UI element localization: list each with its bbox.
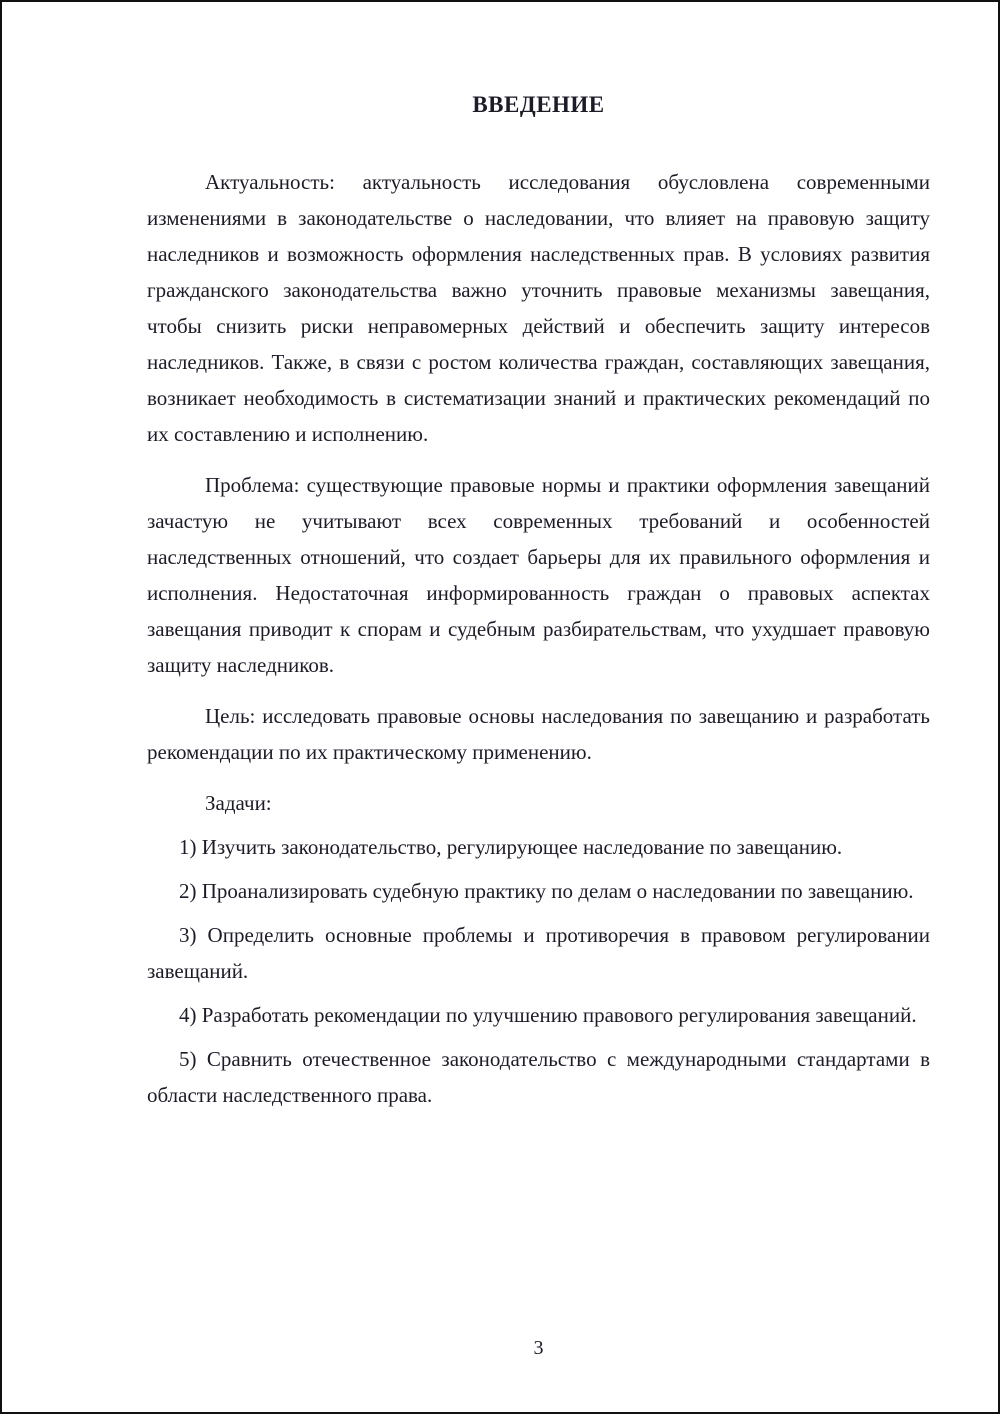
task-item-2: 2) Проанализировать судебную практику по делам о наследовании по завещанию.	[179, 879, 914, 903]
page-number: 3	[533, 1337, 544, 1359]
task-item-3: 3) Определить основные проблемы и противоречия в правовом регулировании завещаний.	[147, 923, 930, 983]
paragraph-problem: Проблема: существующие правовые нормы и практики оформления завещаний зачастую не учитывают всех современных требований и особенностей наследственных отношений, что создает барьеры для их правильного оформления и исполнения. Недостаточная информированность граждан о правовых аспектах завещания приводит к спорам и судебным разбирательствам, что ухудшает правовую защиту наследников.	[147, 473, 930, 677]
tasks-heading: Задачи:	[205, 791, 272, 815]
page-title: ВВЕДЕНИЕ	[472, 92, 605, 117]
paragraph-actuality: Актуальность: актуальность исследования обусловлена современными изменениями в законодательстве о наследовании, что влияет на правовую защиту наследников и возможность оформления наследственных прав. В условиях развития гражданского законодательства важно уточнить правовые механизмы завещания, чтобы снизить риски неправомерных действий и обеспечить защиту интересов наследников. Также, в связи с ростом количества граждан, составляющих завещания, возникает необходимость в систематизации знаний и практических рекомендаций по их составлению и исполнению.	[147, 170, 930, 446]
task-item-4: 4) Разработать рекомендации по улучшению правового регулирования завещаний.	[179, 1003, 917, 1027]
task-item-1: 1) Изучить законодательство, регулирующее наследование по завещанию.	[179, 835, 843, 859]
paragraph-goal: Цель: исследовать правовые основы наследования по завещанию и разработать рекомендации по их практическому применению.	[147, 704, 930, 764]
task-item-5: 5) Сравнить отечественное законодательство с международными стандартами в области наследственного права.	[147, 1047, 930, 1107]
